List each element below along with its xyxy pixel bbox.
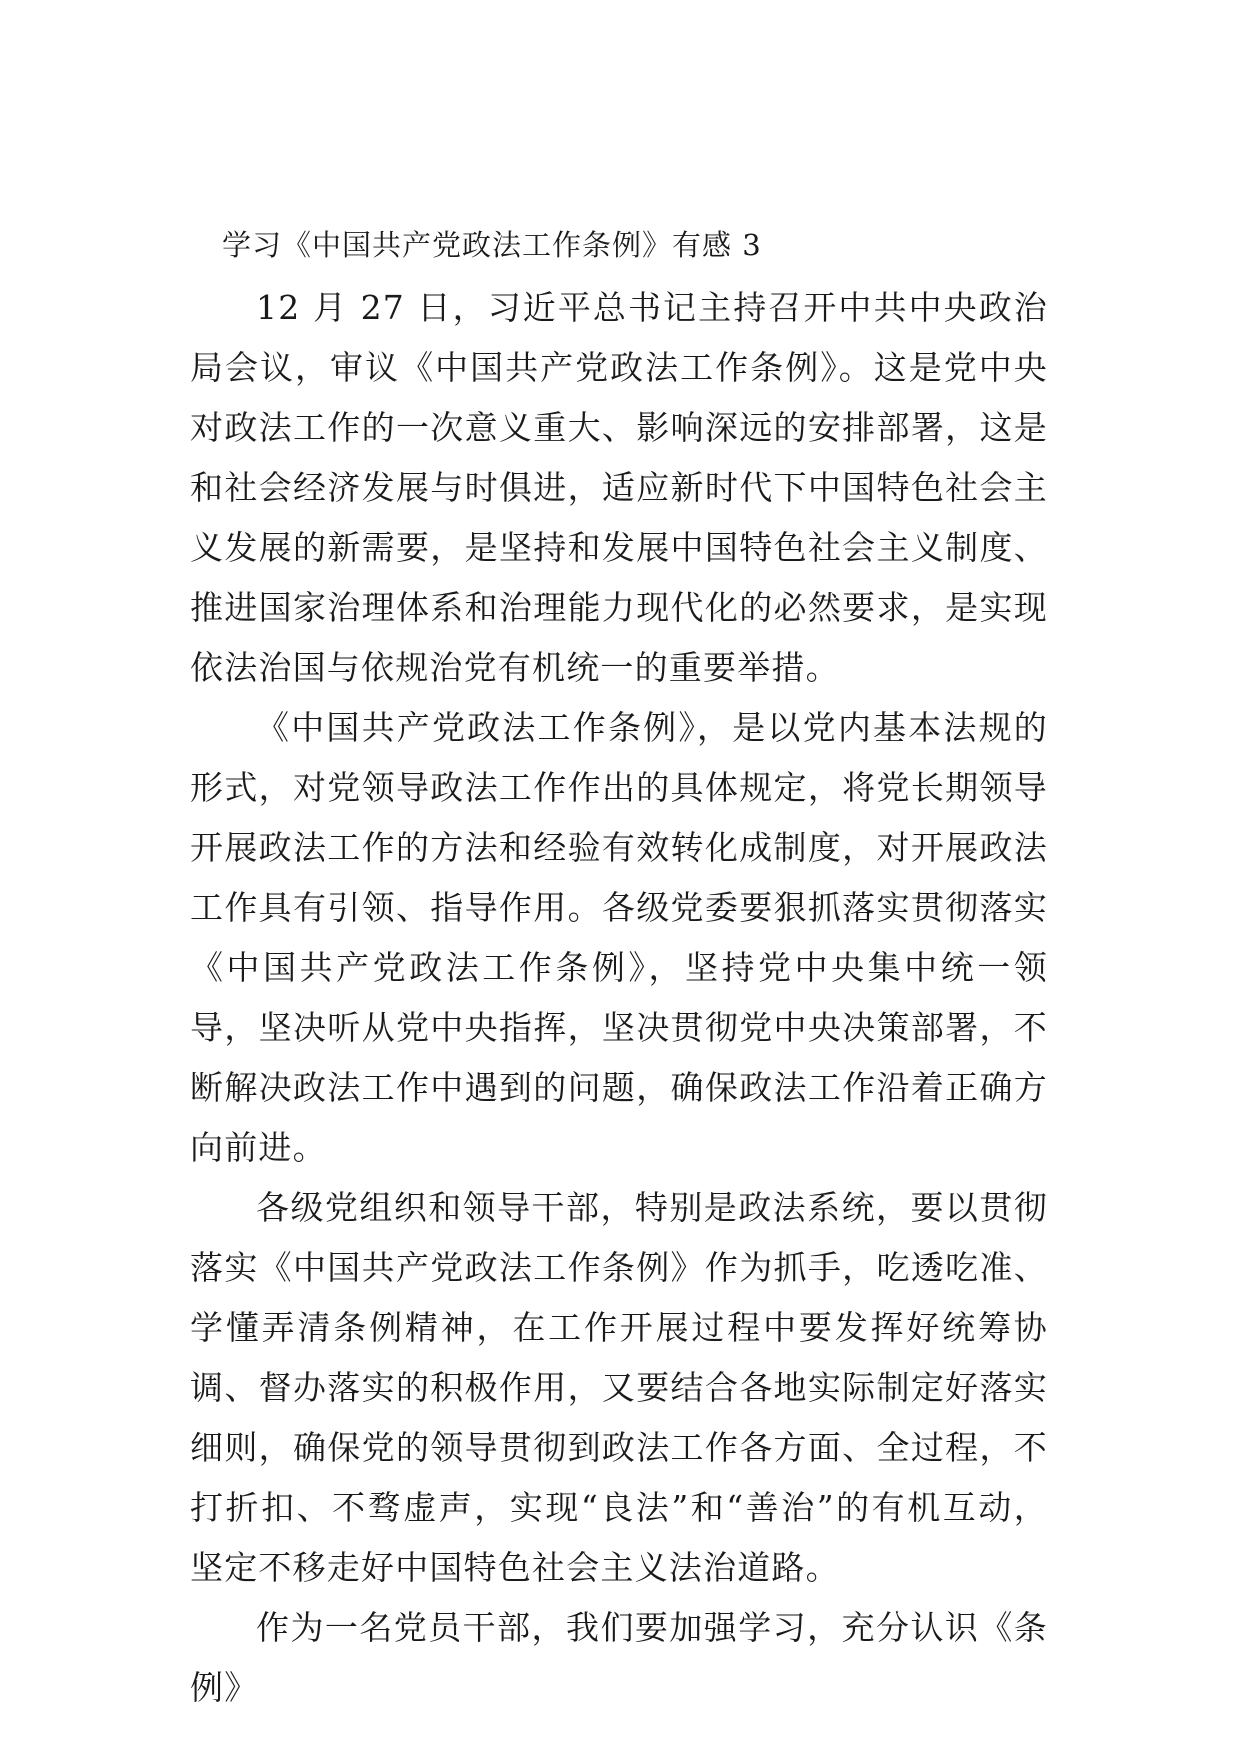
document-title: 学习《中国共产党政法工作条例》有感 3 [222, 228, 762, 262]
document-body [190, 278, 1048, 1718]
paragraph-4: 作为一名党员干部，我们要加强学习，充分认识《条例》 [190, 1608, 1048, 1707]
paragraph-1: 12 月 27 日，习近平总书记主持召开中共中央政治局会议，审议《中国共产党政法工作条例》。这是党中央对政法工作的一次意义重大、影响深远的安排部署，这是和社会经济发展与时俱进，适应新时代下中国特色社会主义发展的新需要，是坚持和发展中国特色社会主义制度、推进国家治理体系和治理能力现代化的必然要求，是实现依法治国与依规治党有机统一的重要举措。 [190, 288, 1048, 687]
paragraph-3: 各级党组织和领导干部，特别是政法系统，要以贯彻落实《中国共产党政法工作条例》作为抓手，吃透吃准、学懂弄清条例精神，在工作开展过程中要发挥好统筹协调、督办落实的积极作用，又要结合各地实际制定好落实细则，确保党的领导贯彻到政法工作各方面、全过程，不打折扣、不骛虚声，实现“良法”和“善治”的有机互动，坚定不移走好中国特色社会主义法治道路。 [190, 1188, 1048, 1587]
paragraph-2: 《中国共产党政法工作条例》，是以党内基本法规的形式，对党领导政法工作作出的具体规定，将党长期领导开展政法工作的方法和经验有效转化成制度，对开展政法工作具有引领、指导作用。各级党委要狠抓落实贯彻落实《中国共产党政法工作条例》，坚持党中央集中统一领导，坚决听从党中央指挥，坚决贯彻党中央决策部署，不断解决政法工作中遇到的问题，确保政法工作沿着正确方向前进。 [190, 708, 1048, 1167]
